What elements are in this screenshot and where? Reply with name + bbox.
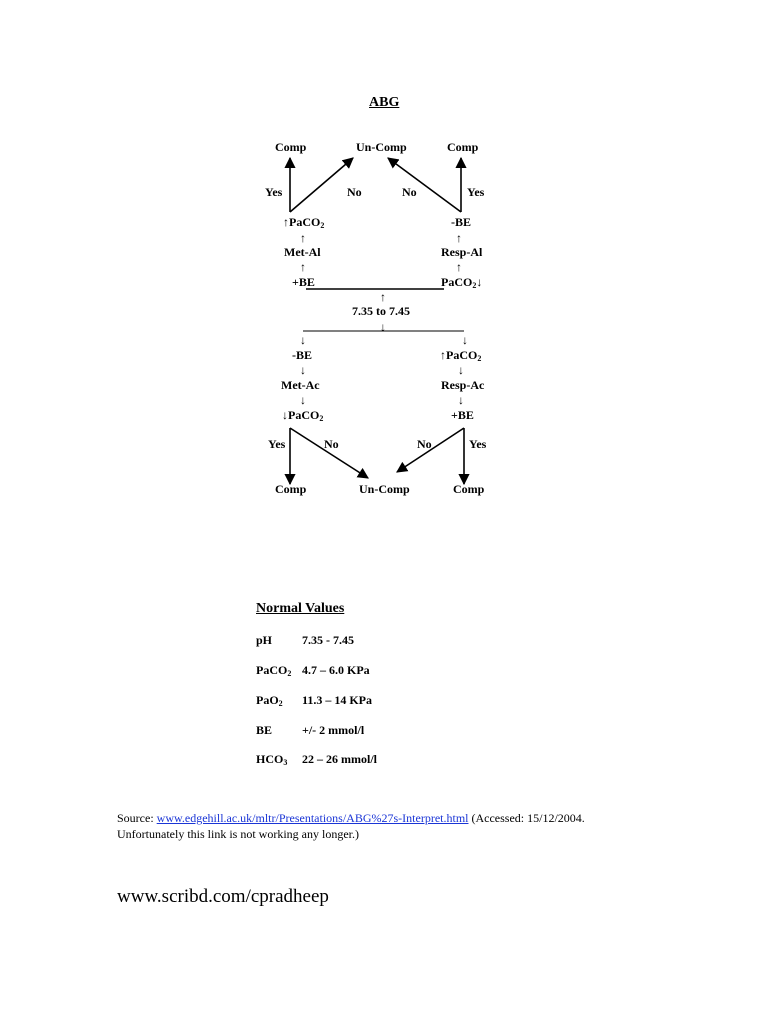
down-arrow: ↓ (300, 333, 306, 347)
down-arrow: ↓ (458, 393, 464, 407)
up-arrow: ↑ (456, 231, 462, 245)
upper-left-comp: Comp (275, 140, 307, 154)
up-arrow: ↑ (300, 231, 306, 245)
nv-value: 7.35 - 7.45 (302, 633, 354, 647)
upper-right-no: No (402, 185, 417, 199)
ph-normal-range: 7.35 to 7.45 (352, 304, 410, 318)
source-link[interactable]: www.edgehill.ac.uk/mltr/Presentations/ABG%27s-Interpret.html (156, 811, 469, 825)
nv-param: BE (256, 723, 273, 737)
arrow-upper-left-no (290, 158, 353, 212)
lower-right-no: No (417, 437, 432, 451)
lower-right-plus-be: +BE (451, 408, 474, 422)
footer-url: www.scribd.com/cpradheep (117, 886, 329, 907)
lower-right-resp-ac: Resp-Ac (441, 378, 485, 392)
source-accessed: (Accessed: 15/12/2004. (468, 811, 585, 825)
lower-right-paco2: ↑PaCO$_2$ (440, 348, 482, 363)
lower-left-yes: Yes (268, 437, 286, 451)
up-arrow: ↑ (300, 260, 306, 274)
up-arrow: ↑ (456, 260, 462, 274)
nv-param: PaCO$_2$ (256, 663, 292, 678)
down-arrow: ↓ (458, 363, 464, 377)
upper-right-yes: Yes (467, 185, 485, 199)
upper-center-uncomp: Un-Comp (356, 140, 407, 154)
lower-right-comp: Comp (453, 482, 485, 496)
lower-left-met-ac: Met-Ac (281, 378, 320, 392)
nv-value: 22 – 26 mmol/l (302, 752, 377, 766)
upper-right-minus-be: -BE (451, 215, 472, 229)
arrow-lower-left-no (290, 428, 368, 478)
upper-left-plus-be: +BE (292, 275, 315, 289)
upper-right-comp: Comp (447, 140, 479, 154)
down-arrow: ↓ (462, 333, 468, 347)
lower-left-comp: Comp (275, 482, 307, 496)
lower-left-paco2: ↓PaCO$_2$ (282, 408, 324, 423)
source-line-1 (117, 810, 585, 826)
down-arrow: ↓ (300, 363, 306, 377)
up-arrow: ↑ (380, 290, 386, 304)
nv-value: 4.7 – 6.0 KPa (302, 663, 370, 677)
lower-left-no: No (324, 437, 339, 451)
nv-param: pH (256, 633, 273, 647)
nv-param: $HCO_3$ (256, 752, 288, 767)
upper-left-yes: Yes (265, 185, 283, 199)
arrow-upper-right-no (388, 158, 461, 212)
down-arrow: ↓ (380, 320, 386, 334)
lower-center-uncomp: Un-Comp (359, 482, 410, 496)
page-title: ABG (369, 95, 400, 110)
upper-left-met-al: Met-Al (284, 245, 321, 259)
upper-left-paco2: ↑PaCO$_2$ (283, 215, 325, 230)
upper-right-paco2: PaCO$_2$↓ (441, 275, 483, 290)
nv-param: PaO$_2$ (256, 693, 283, 708)
source-label: Source: (117, 811, 157, 825)
lower-right-yes: Yes (469, 437, 487, 451)
upper-left-no: No (347, 185, 362, 199)
nv-value: +/- 2 mmol/l (302, 723, 365, 737)
upper-right-resp-al: Resp-Al (441, 245, 483, 259)
down-arrow: ↓ (300, 393, 306, 407)
source-line-2: Unfortunately this link is not working any longer.) (117, 827, 359, 841)
lower-left-minus-be: -BE (292, 348, 313, 362)
normal-values-heading: Normal Values (256, 601, 345, 616)
nv-value: 11.3 – 14 KPa (302, 693, 373, 707)
